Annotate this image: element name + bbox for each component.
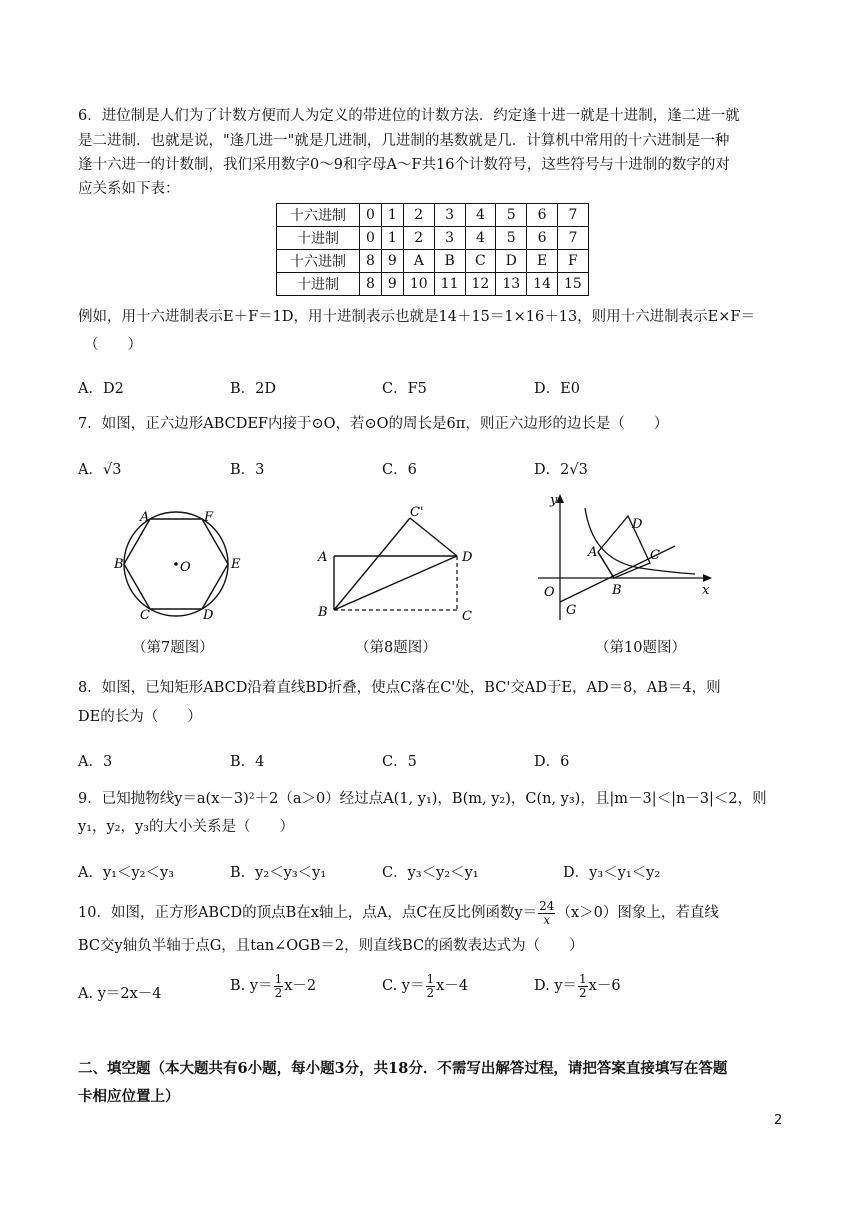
q7-stem: 7．如图，正六边形ABCDEF内接于⊙O，若⊙O的周长是6π，则正六边形的边长是（ ） [78, 416, 669, 432]
table-cell: 13 [496, 273, 527, 296]
table-cell: 7 [557, 204, 588, 227]
fig10-label-g: G [566, 603, 577, 618]
q10-line2: BC交y轴负半轴于点G，且tan∠OGB＝2，则直线BC的函数表达式为（ ） [78, 938, 584, 954]
table-cell: 8 [360, 250, 382, 273]
fig8-label-c-prime: C' [410, 505, 424, 520]
fig7-label-c: C [140, 608, 150, 623]
figure-8-rectangle-fold [310, 500, 480, 625]
q8-option-a: A．3 [78, 754, 113, 770]
q6-option-d: D．E0 [534, 381, 580, 397]
fig10-label-c: C [650, 548, 660, 563]
q9-option-d: D．y₃＜y₁＜y₂ [563, 865, 661, 881]
table-cell: 6 [527, 227, 558, 250]
table-cell: 3 [434, 204, 465, 227]
table-cell: 2 [403, 227, 434, 250]
table-cell: 5 [496, 204, 527, 227]
q6-line3: 逢十六进一的计数制，我们采用数字0～9和字母A～F共16个计数符号，这些符号与十进制的数字的对 [78, 157, 730, 173]
fig8-label-b: B [318, 605, 328, 620]
fig7-caption: （第7题图） [132, 640, 214, 656]
fig7-label-e: E [231, 557, 241, 572]
table-row-header: 十进制 [277, 227, 360, 250]
table-cell: E [527, 250, 558, 273]
q7-option-c: C．6 [382, 462, 417, 478]
fig10-caption: （第10题图） [595, 640, 686, 656]
q7-option-b: B．3 [230, 462, 265, 478]
table-cell: 4 [465, 227, 496, 250]
fig10-label-b: B [612, 583, 622, 598]
table-row [277, 250, 589, 273]
q6-line4: 应关系如下表： [78, 181, 180, 197]
q8-line1: 8．如图，已知矩形ABCD沿着直线BD折叠，使点C落在C'处，BC'交AD于E，AD＝8，AB＝4，则 [78, 680, 721, 696]
fig10-label-x: x [702, 583, 710, 598]
table-cell: F [557, 250, 588, 273]
q6-line2: 是二进制．也就是说，"逢几进一"就是几进制，几进制的基数就是几．计算机中常用的十六进制是一种 [78, 133, 730, 149]
table-cell: A [403, 250, 434, 273]
q7-option-a: A．√3 [78, 462, 122, 478]
table-cell: 4 [465, 204, 496, 227]
table-cell: B [434, 250, 465, 273]
fig7-label-f: F [204, 510, 214, 525]
q10-option-b: B. y＝ $\frac{1}{2}$ x－2 [230, 972, 317, 1000]
table-cell: 6 [527, 204, 558, 227]
q9-line2: y₁，y₂，y₃的大小关系是（ ） [78, 819, 295, 835]
fig8-caption: （第8题图） [355, 640, 437, 656]
q6-answer-blank: （ ） [84, 337, 142, 353]
table-cell: 9 [381, 250, 403, 273]
q9-option-b: B．y₂＜y₃＜y₁ [230, 865, 327, 881]
q10-option-c: C. y＝ $\frac{1}{2}$ x－4 [382, 972, 469, 1000]
q9-option-a: A．y₁＜y₂＜y₃ [78, 865, 174, 881]
q10-option-d: D. y＝ $\frac{1}{2}$ x－6 [534, 972, 621, 1000]
fig10-label-o: O [544, 585, 555, 600]
table-row [277, 273, 589, 296]
q6-option-b: B．2D [230, 381, 277, 397]
q6-line5: 例如，用十六进制表示E＋F＝1D，用十进制表示也就是14＋15＝1×16＋13，则用十六进制表示E×F＝ [78, 309, 755, 325]
page-number: 2 [774, 1113, 783, 1128]
q8-option-b: B．4 [230, 754, 265, 770]
table-cell: 3 [434, 227, 465, 250]
section2-heading-line2: 卡相应位置上） [78, 1088, 180, 1105]
fig10-label-d: D [632, 517, 643, 532]
fig7-label-d: D [203, 608, 214, 623]
table-cell: 5 [496, 227, 527, 250]
hex-decimal-table [276, 203, 589, 296]
q6-line1: 6．进位制是人们为了计数方便而人为定义的带进位的计数方法．约定逢十进一就是十进制，逢二进一就 [78, 108, 740, 124]
table-cell: 0 [360, 227, 382, 250]
table-row-header: 十六进制 [277, 204, 360, 227]
q8-line2: DE的长为（ ） [78, 709, 202, 725]
fig8-label-d: D [462, 550, 473, 565]
q6-option-a: A．D2 [78, 381, 124, 397]
section2-heading-line1: 二、填空题（本大题共有6小题，每小题3分，共18分．不需写出解答过程，请把答案直接填写在答题 [78, 1060, 728, 1077]
fig7-label-o: O [180, 560, 191, 575]
fig10-label-a: A [588, 545, 598, 560]
table-cell: 15 [557, 273, 588, 296]
q8-option-d: D．6 [534, 754, 570, 770]
table-row [277, 227, 589, 250]
fig7-label-a: A [140, 510, 150, 525]
q9-option-c: C．y₃＜y₂＜y₁ [382, 865, 479, 881]
q9-line1: 9．已知抛物线y＝a(x－3)²＋2（a＞0）经过点A(1, y₁)，B(m, y₂)，C(n, y₃)，且|m－3|＜|n－3|＜2，则 [78, 791, 767, 807]
table-cell: 1 [381, 227, 403, 250]
q10-line1-end: （x＞0）图象上，若直线 [556, 905, 719, 922]
q10-line1 [78, 900, 719, 926]
fig8-label-a: A [318, 550, 328, 565]
table-cell: 2 [403, 204, 434, 227]
table-cell: C [465, 250, 496, 273]
figure-7-hexagon [100, 495, 260, 630]
q6-option-c: C．F5 [382, 381, 427, 397]
table-cell: D [496, 250, 527, 273]
fig8-label-c: C [462, 609, 472, 624]
table-cell: 9 [381, 273, 403, 296]
table-cell: 0 [360, 204, 382, 227]
fig10-label-y: y [550, 493, 558, 508]
figure-10-square-hyperbola [530, 490, 720, 625]
table-cell: 1 [381, 204, 403, 227]
table-cell: 14 [527, 273, 558, 296]
fig7-label-b: B [114, 557, 124, 572]
table-cell: 11 [434, 273, 465, 296]
table-row [277, 204, 589, 227]
q10-option-a: A. y＝2x－4 [78, 986, 162, 1002]
table-cell: 8 [360, 273, 382, 296]
q7-option-d: D．2√3 [534, 462, 588, 478]
table-row-header: 十六进制 [277, 250, 360, 273]
table-cell: 10 [403, 273, 434, 296]
q10-line1-start: 10．如图，正方形ABCD的顶点B在x轴上，点A，点C在反比例函数y＝ [78, 905, 538, 922]
table-row-header: 十进制 [277, 273, 360, 296]
table-cell: 7 [557, 227, 588, 250]
table-cell: 12 [465, 273, 496, 296]
q8-option-c: C．5 [382, 754, 417, 770]
q10-fraction-24-over-x: $\frac{24}{x}$ [539, 899, 555, 927]
